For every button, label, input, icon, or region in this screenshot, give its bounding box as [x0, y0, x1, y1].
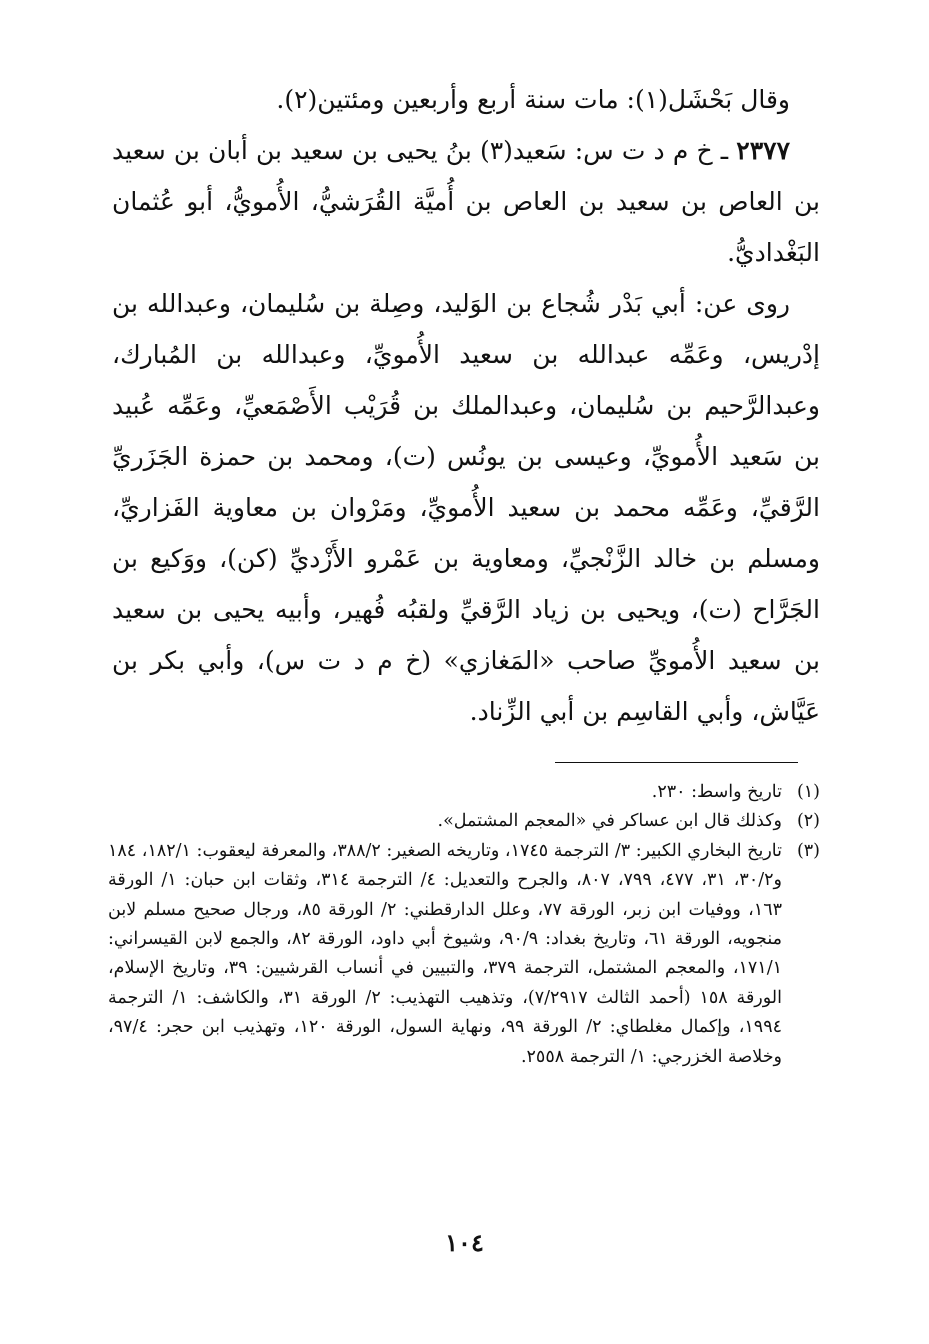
entry-number: ٢٣٧٧	[736, 136, 790, 165]
main-text-block	[112, 74, 820, 737]
footnote	[108, 778, 820, 807]
footnote-text: وكذلك قال ابن عساكر في «المعجم المشتمل».	[437, 811, 782, 832]
footnote-number: (١)	[796, 782, 820, 802]
footnote-separator	[555, 762, 798, 763]
footnote-text: تاريخ واسط: ٢٣٠.	[651, 782, 782, 802]
footnote	[108, 837, 820, 1072]
entry-body: ـ خ م د ت س: سَعيد(٣) بنُ يحيى بن سعيد بن أبان بن سعيد بن العاص بن سعيد بن العاص بن أُميَّة القُرَشيُّ، الأُمويُّ، أبو عُثمان البَغْداديُّ.	[112, 136, 820, 267]
footnote-text: تاريخ البخاري الكبير: ٣/ الترجمة ١٧٤٥، وتاريخه الصغير: ٣٨٨/٢، والمعرفة ليعقوب: ١٨٢/١، ١٨٤ و٣٠/٢، ٣١، ٤٧٧، ٧٩٩، ٨٠٧، والجرح والتعديل: ٤/ الترجمة ٣١٤، وثقات ابن حبان: ١/ الورقة ١٦٣، ووفيات ابن زبر، الورقة ٧٧، وعلل الدارقطني: ٢/ الورقة ٨٥، ورجال صحيح مسلم لابن منجويه، الورقة ٦١، وتاريخ بغداد: ٩٠/٩، وشيوخ أبي داود، الورقة ٨٢، والجمع لابن القيسراني: ١٧١/١، والمعجم المشتمل، الترجمة ٣٧٩، والتبيين في أنساب القرشيين: ٣٩، وتاريخ الإسلام، الورقة ١٥٨ (أحمد الثالث ٧/٢٩١٧)، وتذهيب التهذيب: ٢/ الورقة ٣١، والكاشف: ١/ الترجمة ١٩٩٤، وإكمال مغلطاي: ٢/ الورقة ٩٩، ونهاية السول، الورقة ١٢٠، وتهذيب ابن حجر: ٩٧/٤، وخلاصة الخزرجي: ١/ الترجمة ٢٥٥٨.	[108, 840, 783, 1067]
footnote-number: (٢)	[796, 811, 820, 832]
footnote-number: (٣)	[796, 840, 820, 861]
page-number: ١٠٤	[445, 1228, 484, 1257]
entry-heading	[112, 125, 820, 278]
footnote	[108, 807, 820, 836]
footnotes	[108, 778, 820, 1072]
opening-line: وقال بَحْشَل(١): مات سنة أربع وأربعين ومئتين(٢).	[276, 85, 790, 114]
narrators-paragraph: روى عن: أبي بَدْر شُجاع بن الوَليد، وصِلة بن سُليمان، وعبدالله بن إدْريس، وعَمِّه عبدالله بن سعيد الأُمويِّ، وعبدالله بن المُبارك، وعبدالرَّحيم بن سُليمان، وعبدالملك بن قُرَيْب الأَصْمَعيِّ، وعَمِّه عُبيد بن سَعيد الأُمويِّ، وعيسى بن يونُس (ت)، ومحمد بن حمزة الجَزَريِّ الرَّقيِّ، وعَمِّه محمد بن سعيد الأُمويِّ، ومَرْوان بن معاوية الفَزاريِّ، ومسلم بن خالد الزَّنْجيِّ، ومعاوية بن عَمْرو الأَزْديِّ (كن)، ووَكيع بن الجَرَّاح (ت)، ويحيى بن زياد الرَّقيِّ ولقبُه فُهير، وأبيه يحيى بن سعيد بن سعيد الأُمويِّ صاحب «المَغازي» (خ م د ت س)، وأبي بكر بن عَيَّاش، وأبي القاسِم بن أبي الزِّناد.	[112, 289, 820, 726]
